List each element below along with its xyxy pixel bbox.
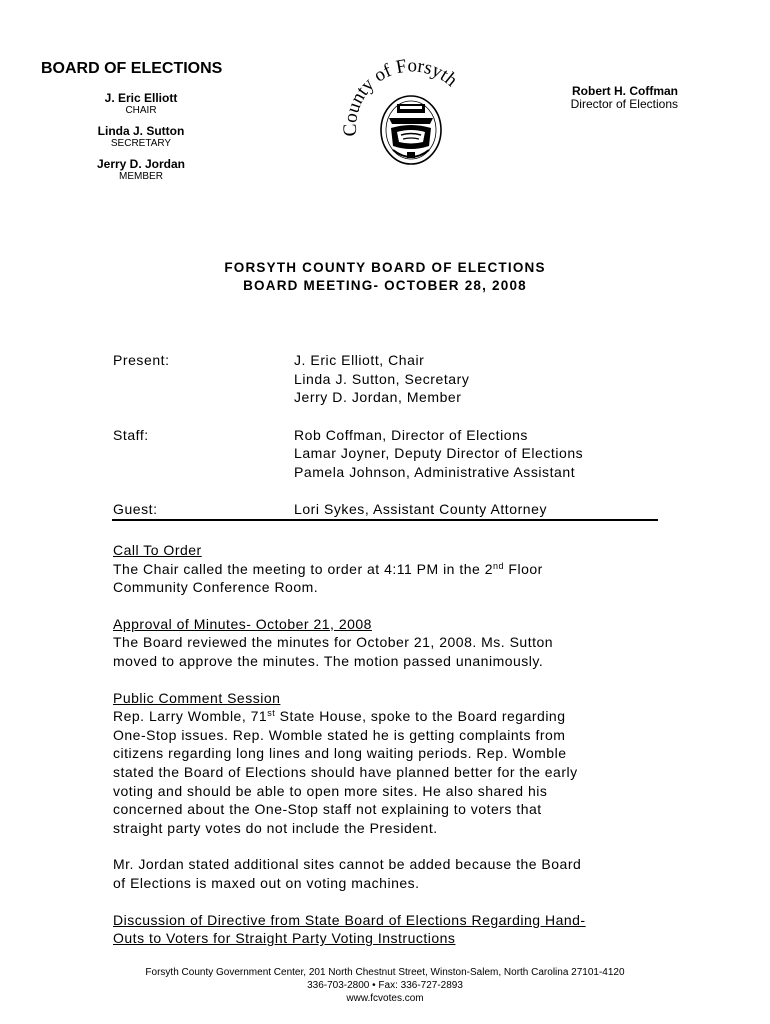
section-text: of Elections is maxed out on voting machines. [113, 874, 420, 891]
board-member-secretary [51, 125, 231, 149]
attendee: J. Eric Elliott, Chair [294, 352, 425, 368]
section-text: concerned about the One-Stop staff not explaining to voters that [113, 801, 542, 818]
member-role: SECRETARY [110, 138, 172, 149]
staff-member: Lamar Joyner, Deputy Director of Elections [294, 445, 584, 461]
section-heading: Public Comment Session [113, 689, 281, 706]
section-heading: Call To Order [113, 542, 202, 558]
director-name: Robert H. Coffman [572, 84, 678, 98]
county-seal-icon [343, 52, 479, 170]
section-text: Community Conference Room. [113, 579, 319, 596]
footer-website: www.fcvotes.com [346, 993, 424, 1004]
meeting-subtitle: BOARD MEETING- OCTOBER 28, 2008 [243, 278, 527, 293]
board-member-chair [51, 92, 231, 116]
staff-list [294, 426, 583, 482]
section-heading: Approval of Minutes- October 21, 2008 [113, 615, 372, 632]
section-discussion [113, 911, 658, 948]
attendee: Linda J. Sutton, Secretary [294, 370, 470, 387]
present-label: Present: [113, 352, 170, 368]
footer-phone-fax: 336-703-2800 • Fax: 336-727-2893 [307, 980, 463, 991]
seal-text: unty of Forsyth [343, 55, 462, 116]
section-text: moved to approve the minutes. The motion passed unanimously. [113, 652, 544, 669]
text-run: State House, spoke to the Board regarding [275, 708, 566, 725]
section-text: voting and should be able to open more sites. He also shared his [113, 782, 548, 799]
footer-address: Forsyth County Government Center, 201 North Chestnut Street, Winston-Salem, North Carolina 27101-4120 [145, 967, 625, 978]
guest: Lori Sykes, Assistant County Attorney [294, 501, 548, 517]
member-name: Linda J. Sutton [97, 124, 185, 138]
section-text: The Board reviewed the minutes for October 21, 2008. Ms. Sutton [113, 634, 554, 651]
board-title: BOARD OF ELECTIONS [41, 60, 223, 77]
attendee: Jerry D. Jordan, Member [294, 389, 462, 405]
director-block [571, 85, 678, 111]
guest-list [294, 500, 547, 519]
present-row [113, 351, 658, 407]
section-public-comment-followup [113, 855, 658, 892]
section-text: straight party votes do not include the President. [113, 819, 438, 836]
section-text: stated the Board of Elections should have planned better for the early [113, 763, 578, 780]
present-list [294, 351, 469, 407]
section-call-to-order [113, 541, 658, 597]
minutes-body [113, 541, 658, 966]
section-text [113, 707, 658, 726]
ordinal-suffix: st [267, 708, 276, 719]
member-role: CHAIR [125, 105, 157, 116]
staff-row [113, 426, 658, 482]
section-text: citizens regarding long lines and long waiting periods. Rep. Womble [113, 745, 567, 762]
staff-label: Staff: [113, 426, 149, 443]
director-title: Director of Elections [570, 97, 678, 111]
page-footer [0, 966, 770, 1005]
guest-label: Guest: [113, 501, 158, 517]
section-heading: Outs to Voters for Straight Party Voting Instructions [113, 930, 456, 947]
text-run: Floor [504, 560, 543, 577]
member-role: MEMBER [119, 171, 163, 182]
divider-rule [112, 519, 658, 521]
guest-row [113, 500, 658, 519]
section-text [113, 560, 658, 579]
text-run: Rep. Larry Womble, 71 [113, 708, 268, 725]
section-heading: Discussion of Directive from State Board of Elections Regarding Hand- [113, 911, 586, 928]
text-run: The Chair called the meeting to order at 4:11 PM in the 2 [113, 560, 493, 577]
board-member-member [51, 158, 231, 182]
ordinal-suffix: nd [493, 560, 505, 571]
section-approval-of-minutes [113, 615, 658, 671]
staff-member: Rob Coffman, Director of Elections [294, 426, 528, 443]
section-public-comment [113, 689, 658, 838]
member-name: J. Eric Elliott [104, 91, 178, 105]
section-text: One-Stop issues. Rep. Womble stated he is getting complaints from [113, 726, 566, 743]
meeting-title: FORSYTH COUNTY BOARD OF ELECTIONS [224, 260, 546, 275]
member-name: Jerry D. Jordan [96, 157, 186, 171]
staff-member: Pamela Johnson, Administrative Assistant [294, 463, 576, 480]
attendance-block [113, 351, 658, 519]
section-text: Mr. Jordan stated additional sites cannot be added because the Board [113, 856, 582, 873]
